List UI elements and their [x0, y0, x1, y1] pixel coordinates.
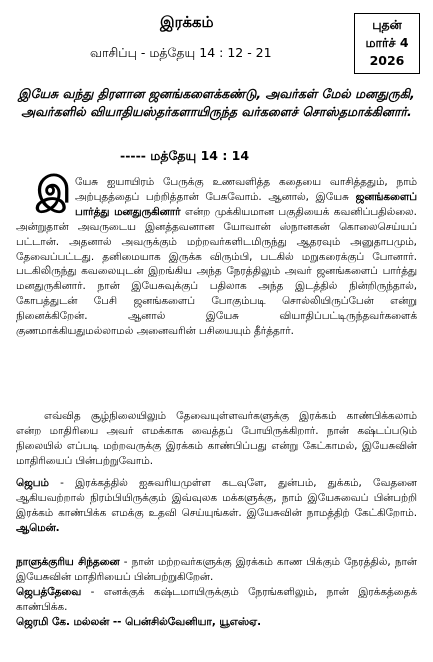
thought-text: - நான் மற்றவர்களுக்கு இரக்கம் காண பிக்கும் நேரத்தில், நான் இயேசுவின் மாதிரியைப் பின்பற்றுகிறேன்.	[16, 556, 417, 583]
lead-verse: இயேசு வந்து திரளான ஜனங்களைக்கண்டு, அவர்கள் மேல் மனதுருகி, அவர்களில் வியாதியஸ்தர்களாயிருந்த வர்களைச் சொஸ்தமாக்கினார்.	[18, 86, 415, 119]
date-box	[354, 13, 420, 74]
page-title: இரக்கம்	[160, 13, 214, 31]
drop-cap: இ	[36, 169, 72, 211]
author-line: ஜெரமி கே. மல்லன் -- பென்சில்வேனியா, யூஎஸ்ஏ.	[16, 615, 262, 628]
date-year: 2026	[369, 53, 405, 68]
thought-line	[16, 555, 417, 585]
prayer-focus-label: ஜெபத்தேவை	[16, 585, 82, 598]
scripture-reading: வாசிப்பு - மத்தேயு 14 : 12 - 21	[90, 45, 272, 60]
paragraph-1-text-a: யேசு ஐயாயிரம் பேருக்கு உணவளித்த கதையை வாசித்ததும், நாம் அற்புதத்தைப் பற்றித்தான் பேசுவோம். ஆனால், இயேசு	[75, 176, 417, 203]
paragraph-2: எவ்வித சூழ்நிலையிலும் தேவையுள்ளவர்களுக்கு இரக்கம் காண்பிக்கலாம் என்ற மாதிரியை அவர் எமக்காக வைத்தப் போயிருக்கிறார். நான் கஷ்டப்படும் நிலையில் எப்படி மற்றவருக்கு இரக்கம் காண்பிப்பது என்று கேட்காமல், இயேசுவின் மாதிரியைப் பின்பற்றுவோம்.	[16, 410, 417, 467]
prayer-text: - இரக்கத்தில் ஐசுவரியமுள்ள கடவுளே, துன்பம், துக்கம், வேதனை ஆகியவற்றால் நிரம்பியிருக்கும் இவ்வுலக மக்களுக்கு, நாம் இயேசுவைப் பின்பற்றி இரக்கம் காண்பிக்க எமக்கு உதவி செய்யுங்கள். இயேசுவின் நாமத்திற் கேட்கிறோம்.	[16, 477, 417, 519]
date-day: புதன்	[372, 17, 402, 32]
prayer-section	[16, 476, 417, 536]
date-month-day: மார்ச் 4	[365, 35, 409, 50]
paragraph-1-text-b: என்ற முக்கியமான பகுதியைக் கவனிப்பதில்லை. அன்றுதான் அவருடைய இனத்தவனான யோவான் ஸ்நானகன் கொலைசெய்யப் பட்டான். அதனால் அவருக்கும் மற்றவர்களிடமிருந்து ஆதரவும் அனுதாபமும், தேவைப்பட்டது. தனிமையாக இருக்க விரும்பி, படகில் மறுகரைக்குப் போனார். படகிலிருந்து கவலையுடன் இறங்கிய அந்த நேரத்திலும் அவர் ஜனங்களைப் பார்த்து மனதுருகினார். நான் இயேசுவுக்குப் பதிலாக அந்த இடத்தில் நின்றிருந்தால், கோபத்துடன் பேசி ஜனங்களைப் போகும்படி சொல்லியிருப்பேன் என்று நினைக்கிறேன். ஆனால் இயேசு வியாதிப்பட்டிருந்தவர்களைக் குணமாக்கியதுமல்லாமல் அனைவரின் பசியையும் தீர்த்தார்.	[16, 205, 418, 338]
thought-label: நாளுக்குரிய சிந்தனை	[16, 556, 120, 568]
amen-text: ஆமென்.	[16, 521, 60, 534]
prayer-label: ஜெபம்	[16, 477, 49, 489]
paragraph-1	[16, 169, 418, 339]
prayer-focus-text: - எனக்குக் கஷ்டமாயிருக்கும் நேரங்களிலும், நான் இரக்கத்தைக் காண்பிக்க.	[16, 585, 417, 613]
closing-section	[16, 555, 417, 630]
paragraph-1-bold: ஜனங்களைப் பார்த்து மனதுருகினார்	[75, 190, 417, 218]
verse-reference: ----- மத்தேயு 14 : 14	[120, 148, 250, 163]
prayer-focus-line	[16, 585, 417, 615]
